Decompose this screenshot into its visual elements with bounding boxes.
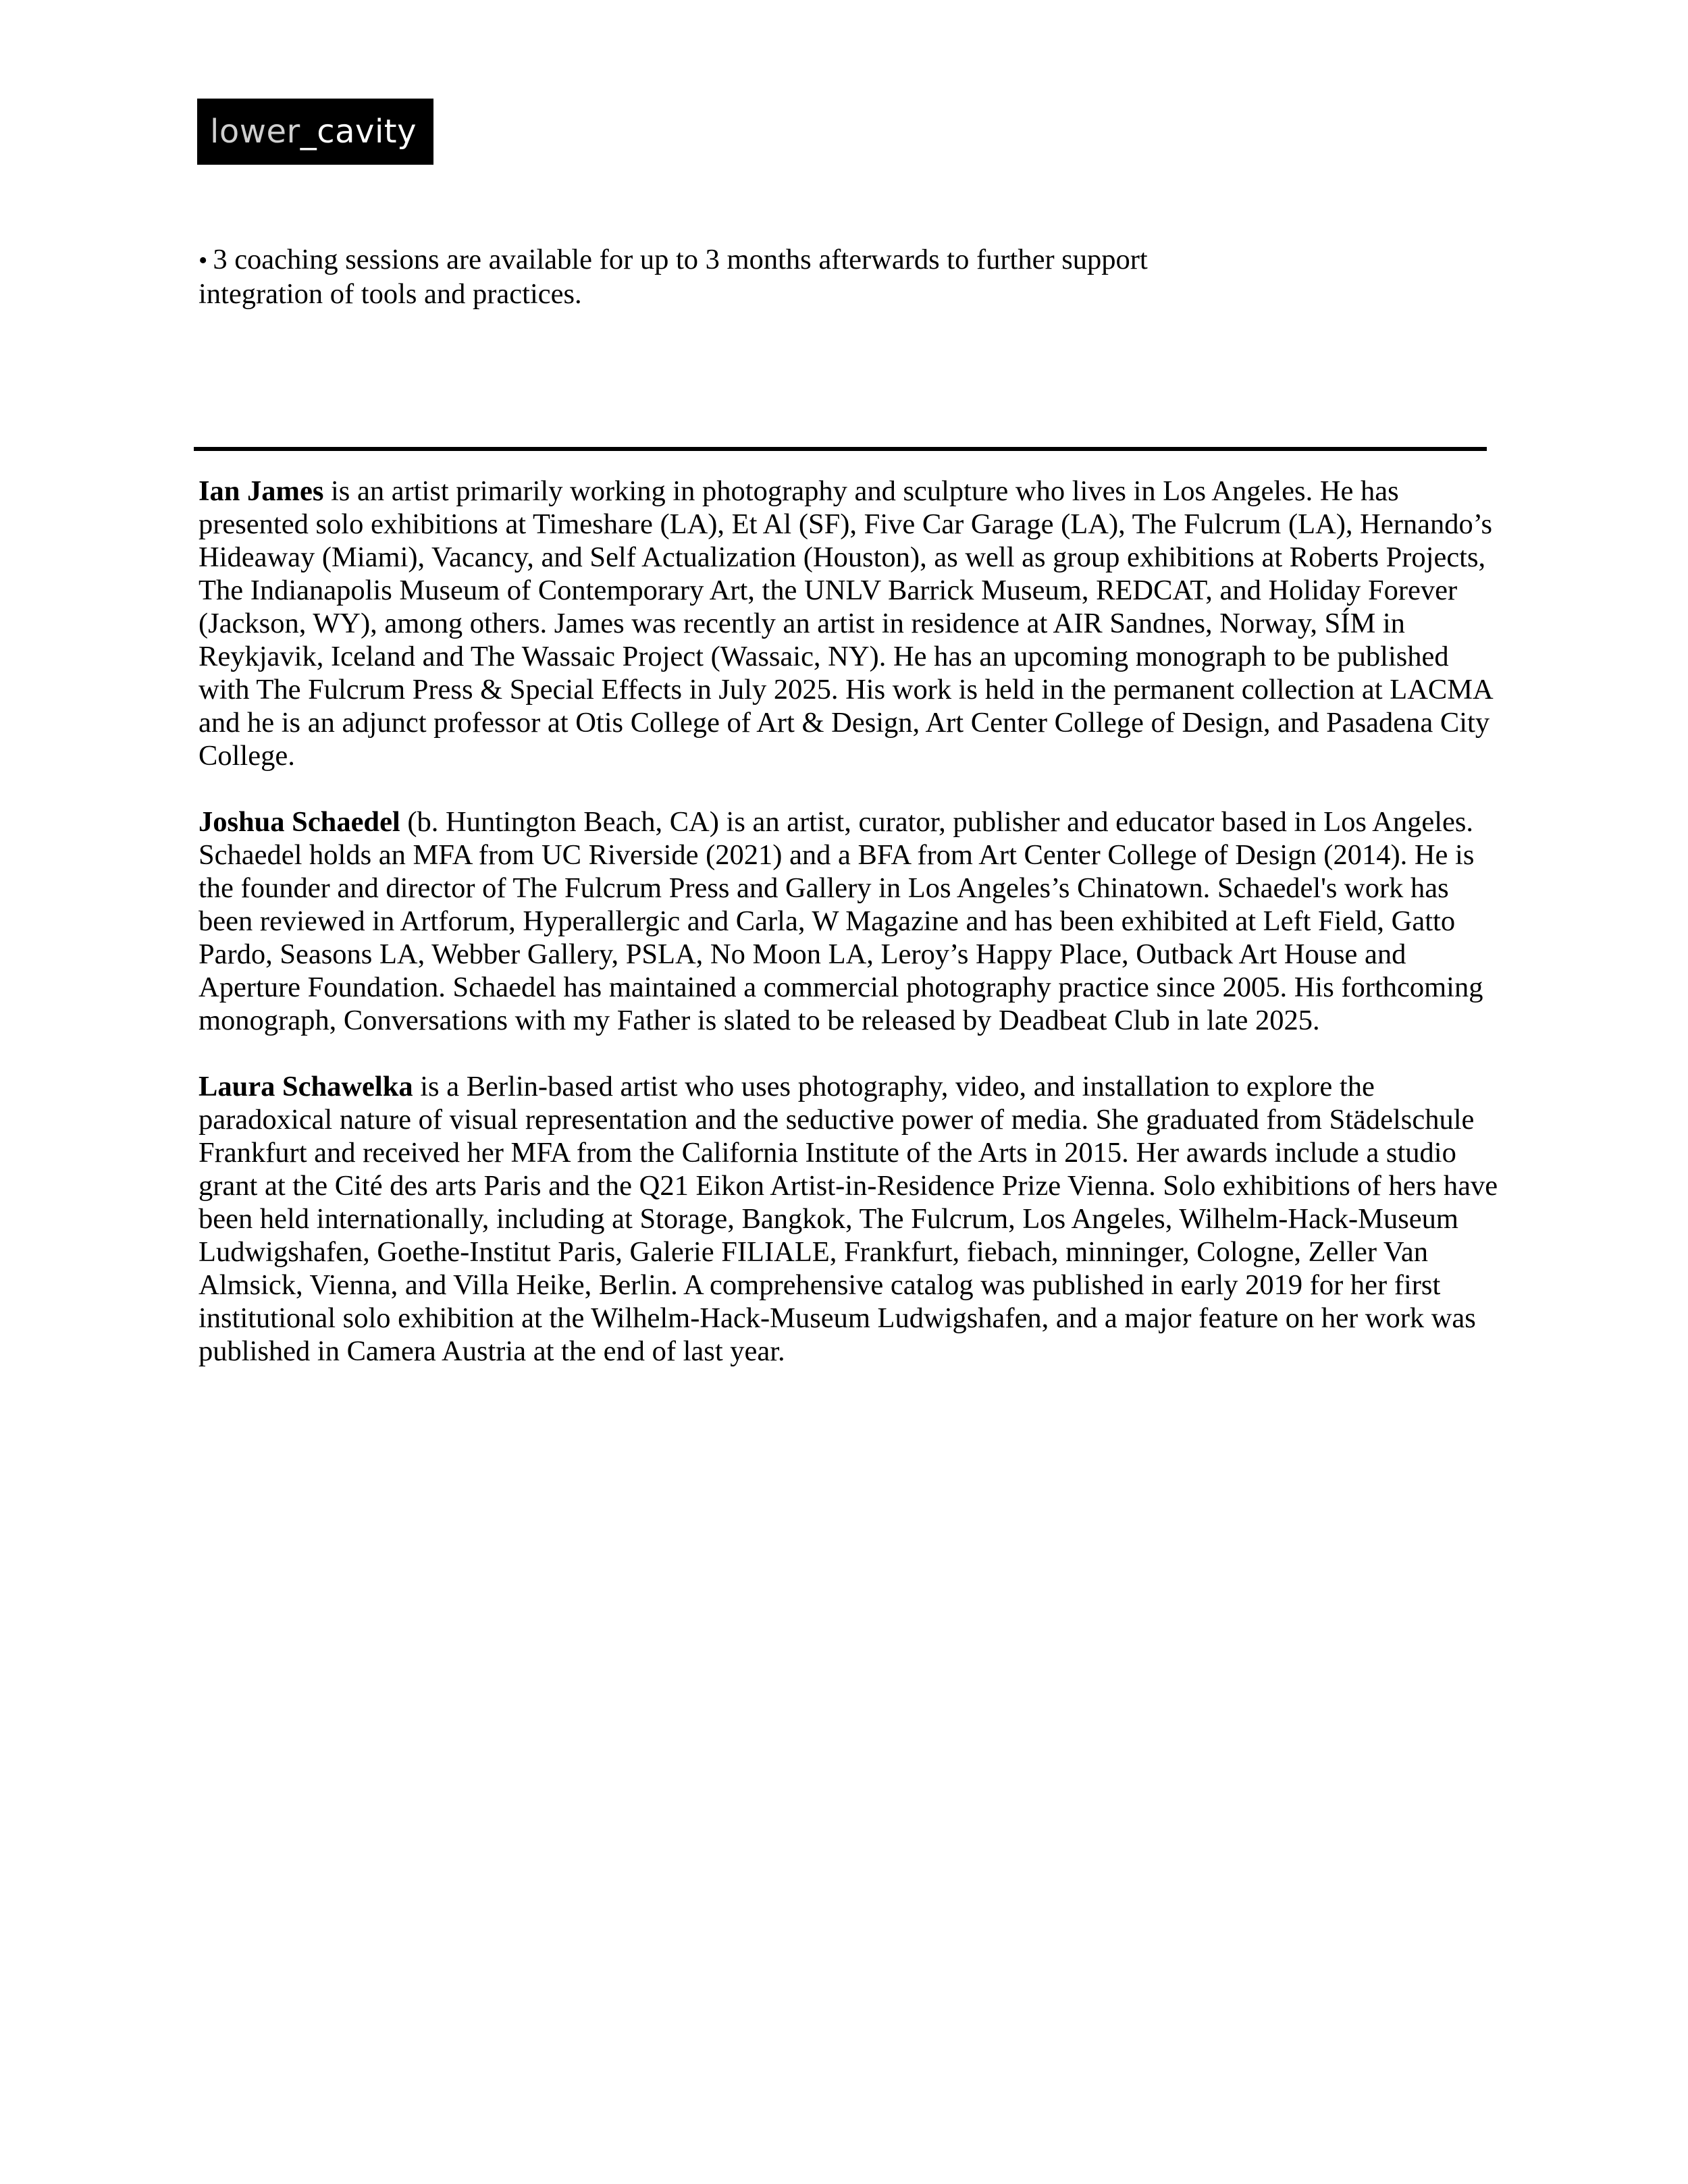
bullet-dot-icon: • (199, 246, 208, 275)
bullet-text-1: 3 coaching sessions are available for up to 3 months afterwards to further support (213, 244, 1148, 275)
bio-laura-schawelka (199, 1070, 1498, 1368)
bullet-line-1 (199, 243, 1481, 277)
bio-name: Laura Schawelka (199, 1071, 413, 1102)
bio-joshua-schaedel (199, 805, 1498, 1037)
logo-text-lower: lower (210, 113, 300, 151)
bio-name: Joshua Schaedel (199, 806, 400, 838)
logo (197, 99, 433, 165)
bio-text: is an artist primarily working in photography and sculpture who lives in Los Angeles. He has presented solo exhibitions at Timeshare (LA), Et Al (SF), Five Car Garage (LA), The Fulcrum (LA), Hernando’s Hideaway (Miami), Vacancy, and Self Actualization (Houston), as well as group exhibitions at Roberts Projects, The Indianapolis Museum of Contemporary Art, the UNLV Barrick Museum, REDCAT, and Holiday Forever (Jackson, WY), among others. James was recently an artist in residence at AIR Sandnes, Norway, SÍM in Reykjavik, Iceland and The Wassaic Project (Wassaic, NY). He has an upcoming monograph to be published with The Fulcrum Press & Special Effects in July 2025. His work is held in the permanent collection at LACMA and he is an adjunct professor at Otis College of Art & Design, Art Center College of Design, and Pasadena City College. (199, 475, 1493, 772)
bio-text: (b. Huntington Beach, CA) is an artist, curator, publisher and educator based in Los Angeles. Schaedel holds an MFA from UC Riverside (2021) and a BFA from Art Center College of Design (2014). He is the founder and director of The Fulcrum Press and Gallery in Los Angeles’s Chinatown. Schaedel's work has been reviewed in Artforum, Hyperallergic and Carla, W Magazine and has been exhibited at Left Field, Gatto Pardo, Seasons LA, Webber Gallery, PSLA, No Moon LA, Leroy’s Happy Place, Outback Art House and Aperture Foundation. Schaedel has maintained a commercial photography practice since 2005. His forthcoming monograph, Conversations with my Father is slated to be released by Deadbeat Club in late 2025. (199, 806, 1483, 1036)
section-divider (194, 447, 1487, 451)
bullet-line-2: integration of tools and practices. (199, 278, 582, 310)
bio-text: is a Berlin-based artist who uses photography, video, and installation to explore the paradoxical nature of visual representation and the seductive power of media. She graduated from Städelschule Frankfurt and received her MFA from the California Institute of the Arts in 2015. Her awards include a studio grant at the Cité des arts Paris and the Q21 Eikon Artist-in-Residence Prize Vienna. Solo exhibitions of hers have been held internationally, including at Storage, Bangkok, The Fulcrum, Los Angeles, Wilhelm-Hack-Museum Ludwigshafen, Goethe-Institut Paris, Galerie FILIALE, Frankfurt, fiebach, minninger, Cologne, Zeller Van Almsick, Vienna, and Villa Heike, Berlin. A comprehensive catalog was published in early 2019 for her first institutional solo exhibition at the Wilhelm-Hack-Museum Ludwigshafen, and a major feature on her work was published in Camera Austria at the end of last year. (199, 1071, 1498, 1367)
logo-text-cavity: _cavity (300, 113, 417, 151)
bio-ian-james (199, 475, 1498, 772)
bio-name: Ian James (199, 475, 324, 507)
coaching-bullet (199, 243, 1481, 311)
artist-bios (199, 475, 1498, 1401)
